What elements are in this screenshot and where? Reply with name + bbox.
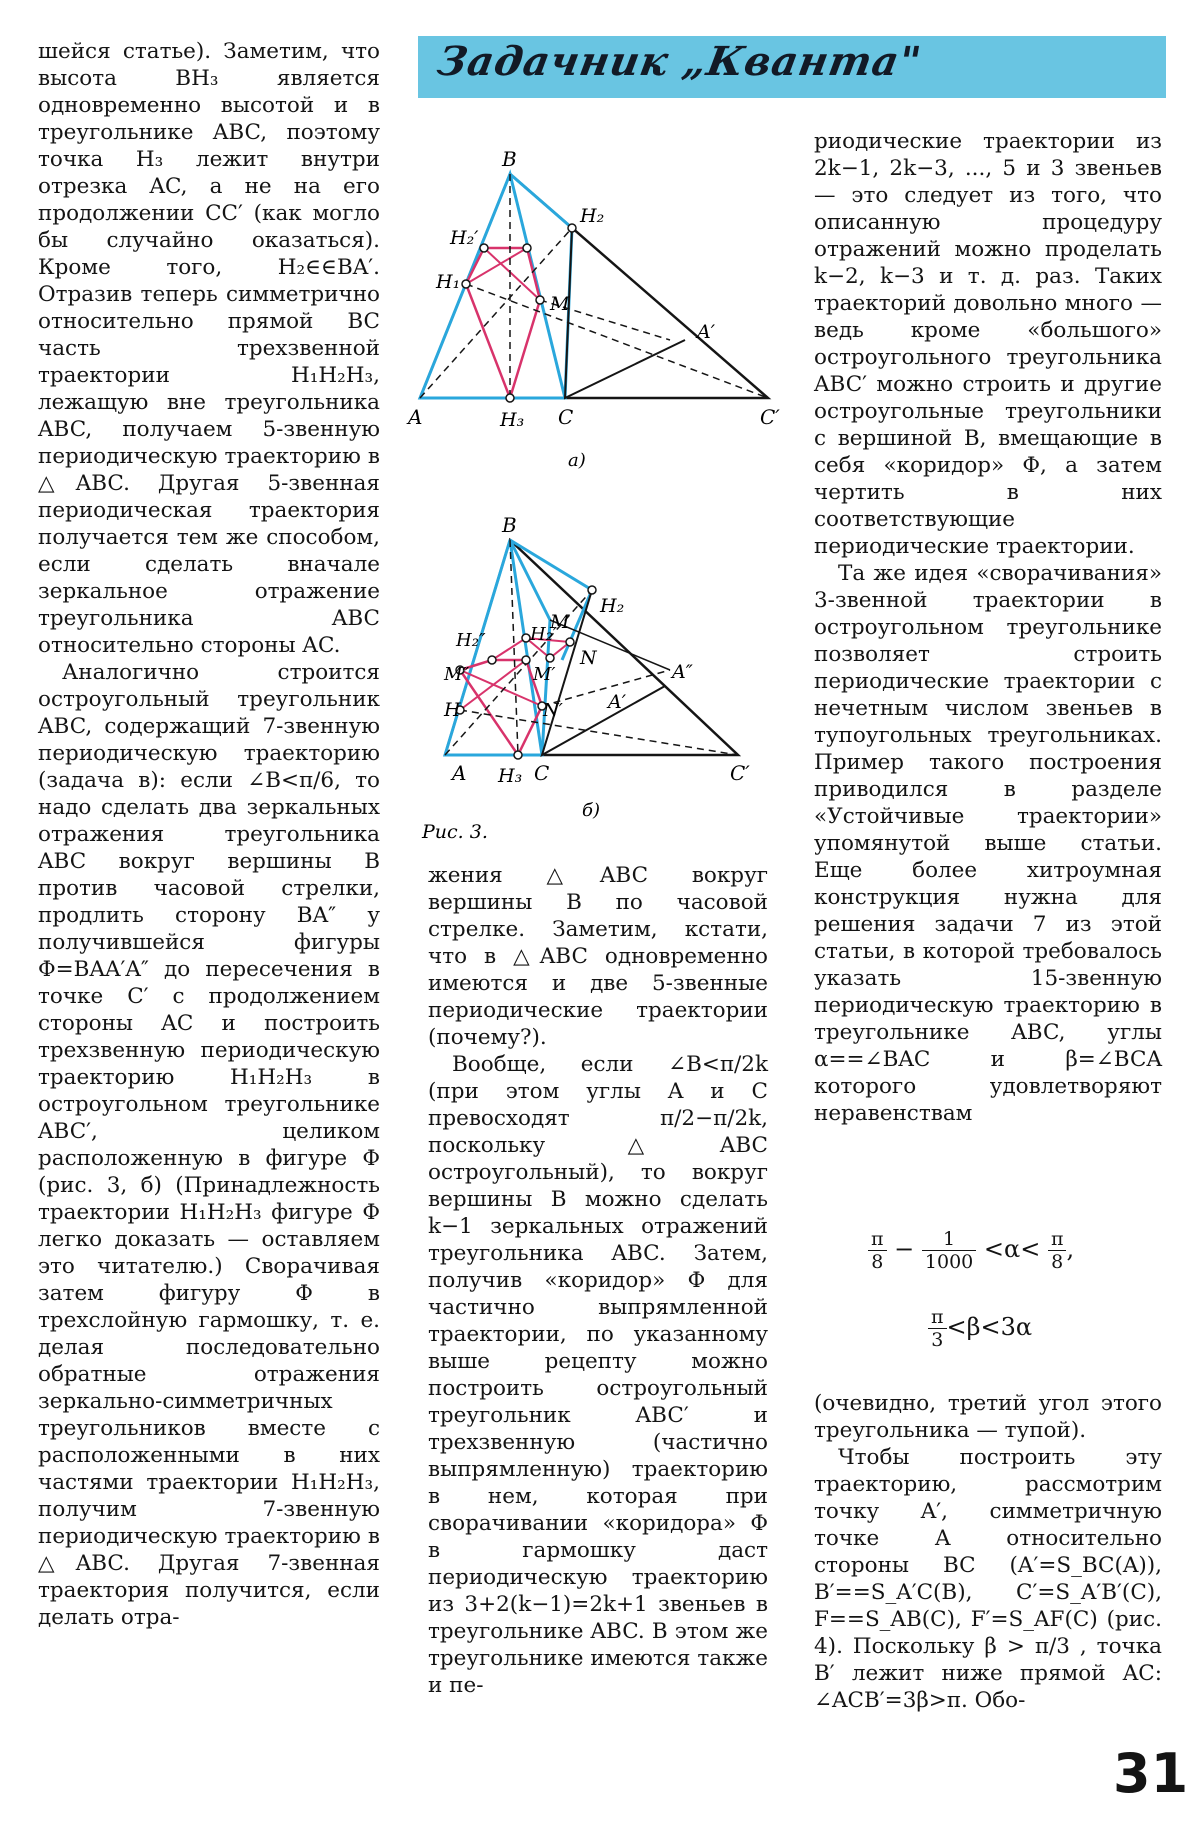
fraction: $\frac{1}{1000}$ [922,1228,976,1273]
label-C: C [558,405,574,429]
label-Cp: C′ [760,405,780,429]
dashed-line [466,284,768,398]
label-H2: H₂ [600,595,625,617]
text-column-3 [814,128,1162,1127]
label-H3: H₃ [500,409,525,431]
paragraph: жения △ABC вокруг вершины B по часовой стрелке. Заметим, кстати, что в △ABC одновременно имеются и две 5-звенные периодические траектории (почему?). [428,863,768,1050]
point [588,586,596,594]
point [514,751,522,759]
red-trajectory [466,248,540,398]
label-Ap: A′ [608,691,627,713]
point [488,656,496,664]
label-H: H [444,699,461,721]
label-Ap: A′ [697,321,716,343]
paragraph: риодические траектории из 2k−1, 2k−3, ..., 5 и 3 звеньев — это следует из того, что описанную процедуру отражений можно проделать k−2, k−3 и т. д. раз. Таких траекторий довольно много — ведь кроме «большого» остроугольного треугольника ABC′ можно строить и другие остроугольные треугольники с вершиной B, вмещающие в себя «коридор» Φ, а затем чертить в них соответствующие периодические траектории. [814,129,1162,559]
point [506,394,514,402]
label-A: A [408,405,423,429]
label-M: M [550,611,570,633]
text-column-1 [38,38,380,1631]
paragraph: Аналогично строится остроугольный треугольник ABC, содержащий 7-звенную периодическую траекторию (задача в): если ∠B<π/6, то надо сделать два зеркальных отражения треугольника ABC вокруг вершины B против часовой стрелки, продлить сторону BA″ у получившейся фигуры Φ=BAA′A″ до пересечения в точке C′ с продолжением стороны AC и построить трехзвенную периодическую траекторию H₁H₂H₃ в остроугольном треугольнике ABC′, целиком расположенную в фигуре Φ (рис. 3, б) (Принадлежность траектории H₁H₂H₃ фигуре Φ легко доказать — оставляем это читателю.) Сворачивая затем фигуру Φ в трехслойную гармошку, т. е. делая последовательно обратные отражения зеркально-симметричных треугольников вместе с расположенными в них частями траектории H₁H₂H₃, получим 7-звенную периодическую траекторию в △ABC. Другая 7-звенная траектория получится, если делать отра- [38,660,380,1630]
label-B: B [502,513,517,537]
paragraph: Чтобы построить эту траекторию, рассмотрим точку A′, симметричную точке A относительно стороны BC (A′=S_BC(A)), B′==S_A′C(B), C′=S_A′B′(C), F==S_AB(C), F′=S_AF(C) (рис. 4). Поскольку β > π/3 , точка B′ лежит ниже прямой AC: ∠ACB′=3β>π. Обо- [814,1445,1162,1713]
label-H1: H₁ [436,271,461,293]
label-H2p: H₂′ [530,624,557,645]
paragraph: шейся статье). Заметим, что высота BH₃ является одновременно высотой и в треугольнике ABC, поэтому точка H₃ лежит внутри отрезка AC, а не на его продолжении CC′ (как могло бы случайно оказаться). Кроме того, H₂∈∈BA′. Отразив теперь симметрично относительно прямой BC часть трехзвенной траектории H₁H₂H₃, лежащую вне треугольника ABC, получаем 5-звенную периодическую траекторию в △ABC. Другая 5-звенная периодическая траектория получается тем же способом, если сделать вначале зеркальное отражение треугольника ABC относительно стороны AC. [38,39,380,658]
red-trajectory [460,660,542,755]
label-H2p: H₂′ [450,227,479,249]
fraction: $\frac{\pi}{8}$ [868,1228,887,1273]
column-header-banner [418,36,1166,98]
point [536,296,544,304]
point [462,280,470,288]
point [522,656,530,664]
label-Cp: C′ [730,761,750,785]
black-trajectory [565,228,685,398]
label-Mpp: M″ [444,664,470,685]
caption-a: а) [568,450,586,471]
label-B: B [502,150,517,171]
label-M: M [550,293,570,315]
point [568,224,576,232]
label-Mp: M′ [533,664,556,685]
fraction: $\frac{\pi}{8}$ [1048,1228,1067,1273]
paragraph: Вообще, если ∠B<π/2k (при этом углы A и C превосходят π/2−π/2k, поскольку △ABC остроугольный), то вокруг вершины B можно сделать k−1 зеркальных отражений треугольника ABC. Затем, получив «коридор» Φ для частично выпрямленной траектории, по указанному выше рецепту можно построить остроугольный треугольник ABC′ и трехзвенную (частично выпрямленную) траекторию в нем, которая при сворачивании «коридора» Φ в гармошку даст периодическую траекторию из 3+2(k−1)=2k+1 звеньев в треугольнике ABC. В этом же треугольнике имеются также и пе- [428,1052,768,1698]
point [566,638,574,646]
fraction: $\frac{\pi}{3}$ [928,1306,947,1351]
point [523,244,531,252]
text-column-2 [428,862,768,1699]
paragraph: Та же идея «сворачивания» 3-звенной траектории в остроугольном треугольнике позволяет строить периодические траектории с нечетным числом звеньев в тупоугольных треугольниках. Пример такого построения приводился в разделе «Устойчивые траектории» упомянутой выше статьи. Еще более хитроумная конструкция нужна для решения задачи 7 из этой статьи, в которой требовалось указать 15-звенную периодическую траекторию в треугольнике ABC, углы α==∠BAC и β=∠BCA которого удовлетворяют неравенствам [814,561,1162,1126]
label-Np: N′ [543,700,563,721]
point [546,654,554,662]
label-N: N [580,647,597,669]
paragraph: (очевидно, третий угол этого треугольника — тупой). [814,1391,1162,1443]
point [480,244,488,252]
label-H2: H₂ [580,205,605,227]
inequality-beta: $\frac{\pi}{3}$ <β<3α [928,1306,1032,1351]
figure-3b [400,510,780,840]
label-H3: H₃ [498,765,523,787]
figure-3a [400,150,790,480]
figure-caption: Рис. 3. [422,821,488,840]
label-A: A [452,761,467,785]
inequality-alpha: $\frac{\pi}{8}$ − $\frac{1}{1000}$ <α< $\frac{\pi}{8}$ , [868,1228,1074,1273]
label-C: C [534,761,550,785]
column-title: Задачник „Кванта" [433,38,926,85]
point [522,634,530,642]
text-column-3-continued [814,1390,1162,1714]
label-App: A″ [672,661,693,683]
page-number: 31 [1113,1742,1189,1805]
caption-b: б) [582,800,601,821]
label-H2pp: H₂″ [456,630,486,651]
